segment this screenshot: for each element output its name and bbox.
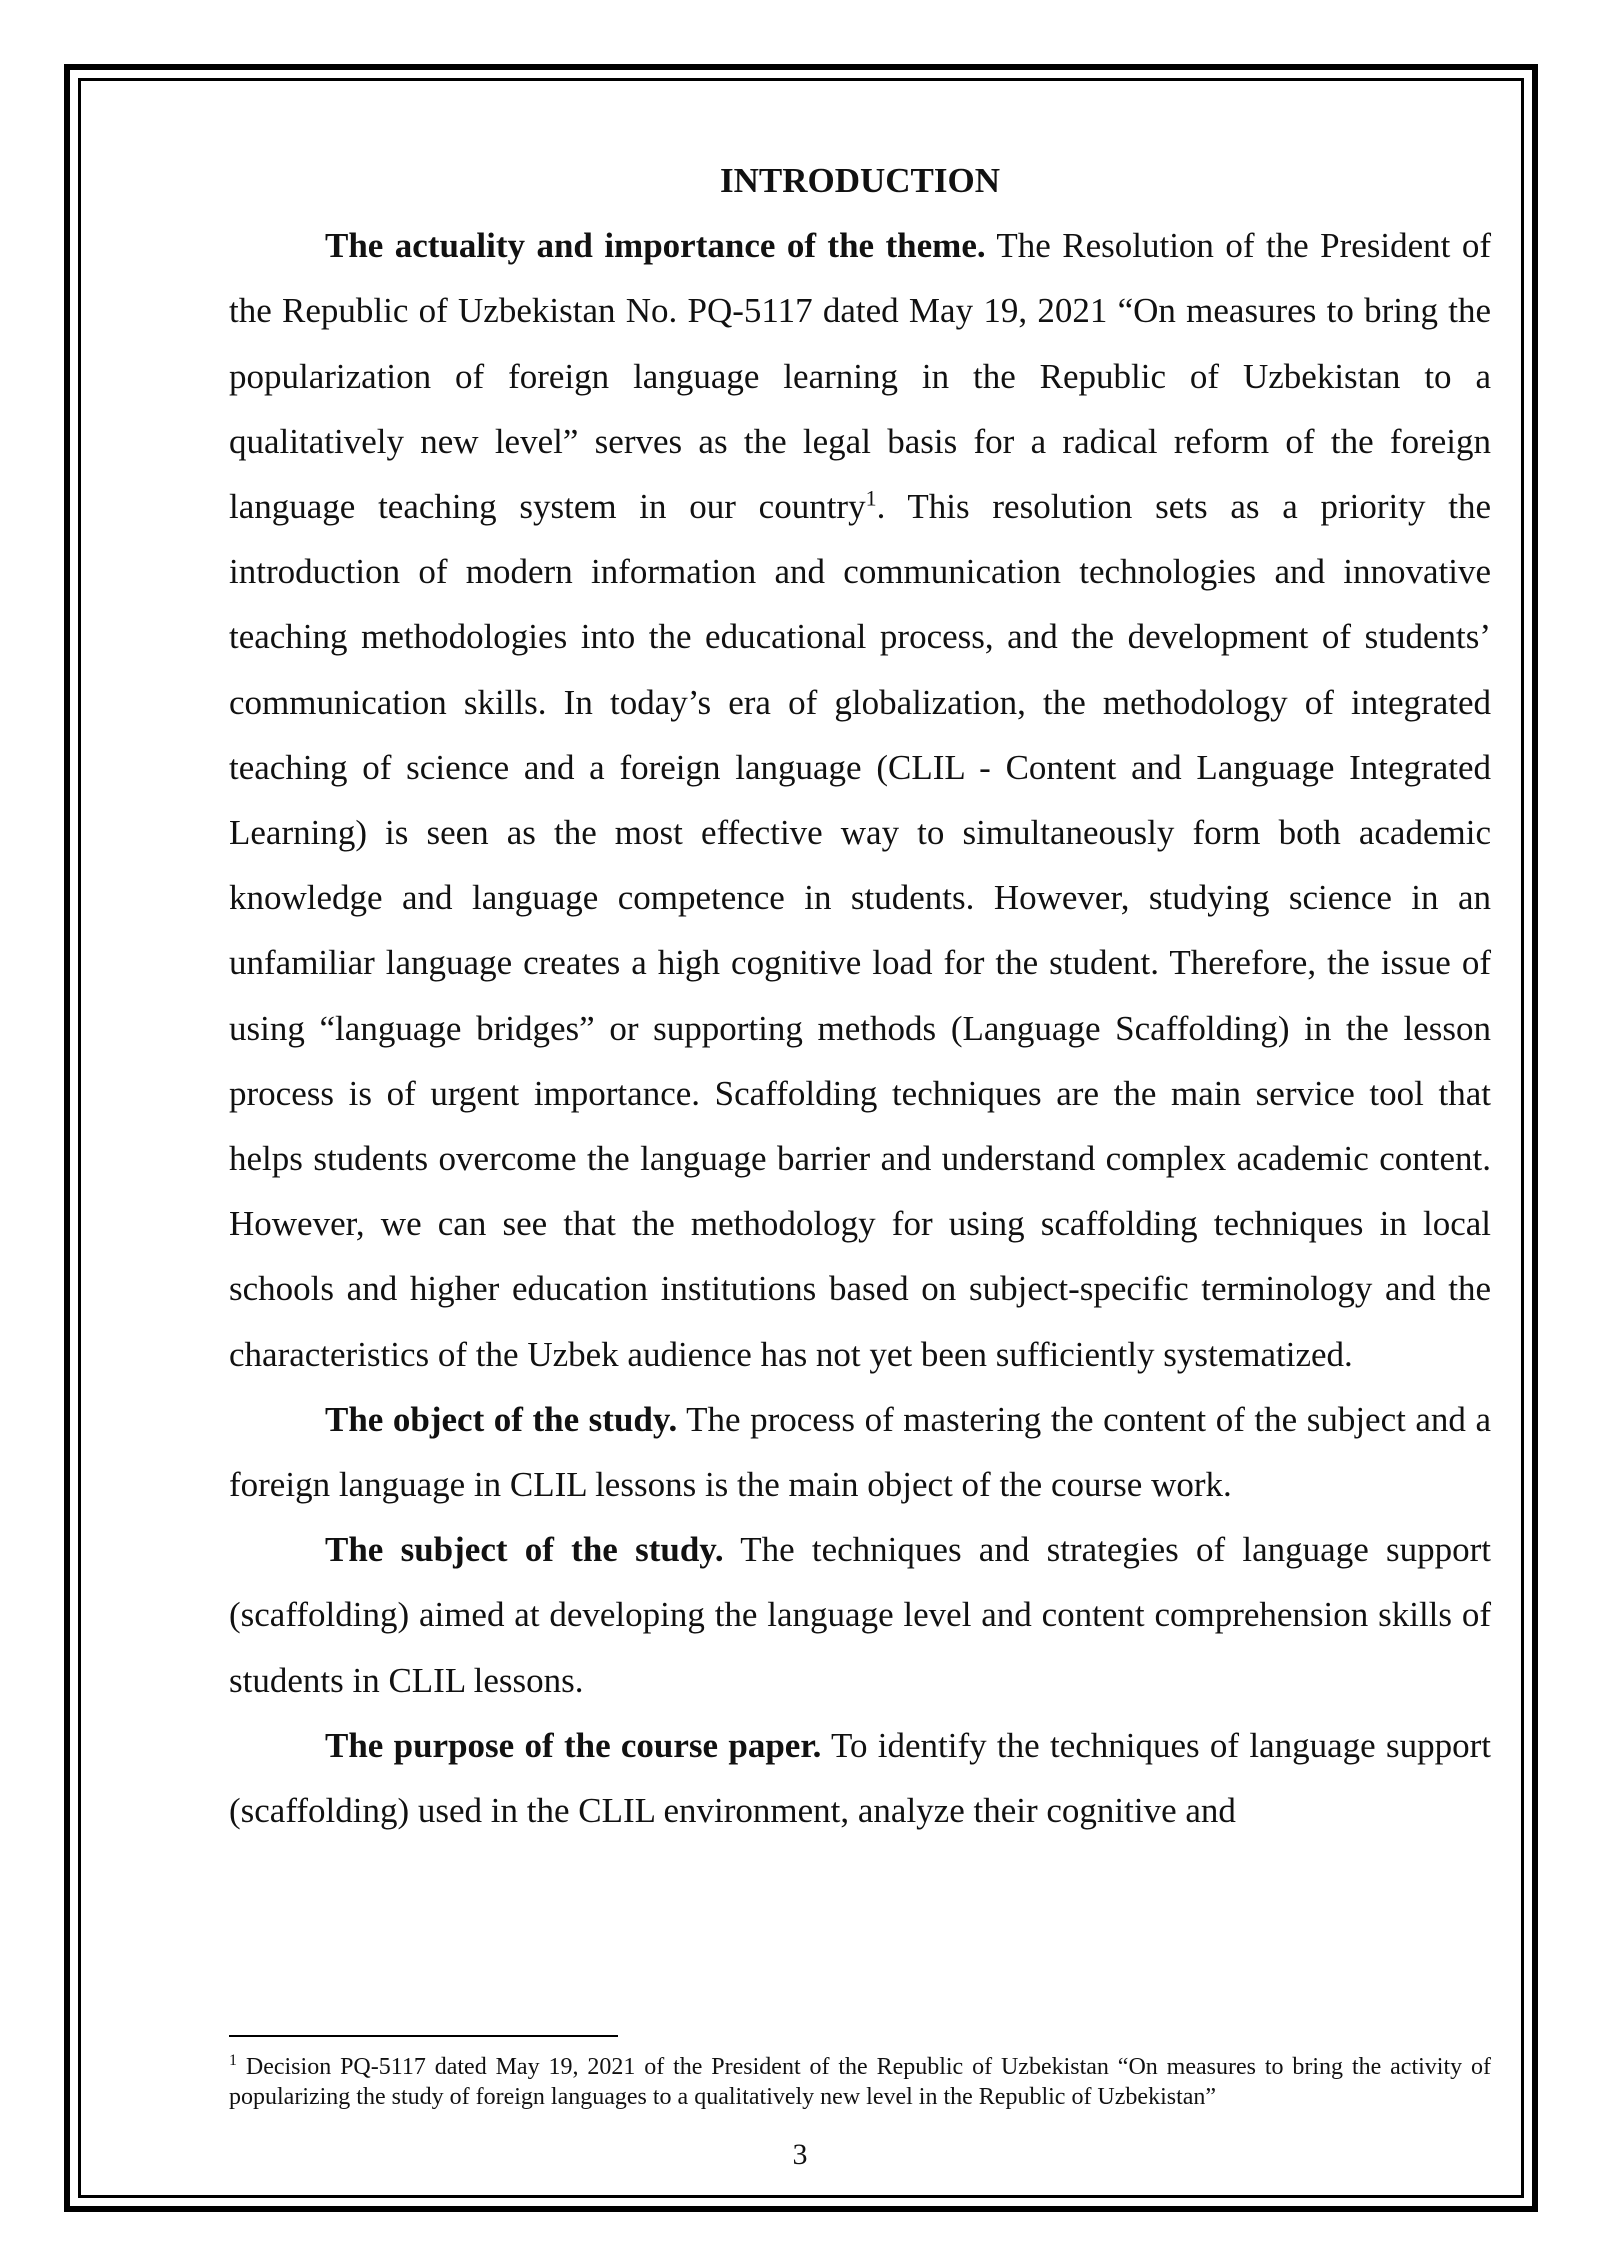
page-number: 3 [792, 2138, 808, 2171]
paragraph-lead: The purpose of the course paper. [325, 1725, 822, 1765]
footnote-reference[interactable]: 1 [865, 485, 877, 511]
footnote-separator [229, 2035, 618, 2037]
paragraph-lead: The actuality and importance of the theme. [325, 226, 986, 266]
footnote [229, 2052, 1491, 2112]
paragraph-text: The techniques and strategies of language support (scaffolding) aimed at developing the language level and content comprehension skills of students in CLIL lessons. [229, 1530, 1491, 1700]
paragraph-object [229, 1387, 1491, 1517]
paragraph-text: The process of mastering the content of the subject and a foreign language in CLIL lessons is the main object of the course work. [229, 1399, 1491, 1505]
paragraph-lead: The object of the study. [325, 1399, 678, 1439]
paragraph-text: To identify the techniques of language support (scaffolding) used in the CLIL environment, analyze their cognitive and [229, 1725, 1491, 1831]
paragraph-lead: The subject of the study. [325, 1530, 724, 1570]
paragraph-actuality [229, 213, 1491, 1387]
paragraph-subject [229, 1517, 1491, 1713]
document-body [229, 148, 1491, 1843]
paragraph-text: . This resolution sets as a priority the introduction of modern information and communication technologies and innovative teaching methodologies into the educational process, and the development of students’ communication skills. In today’s era of globalization, the methodology of integrated teaching of science and a foreign language (CLIL - Content and Language Integrated Learning) is seen as the most effective way to simultaneously form both academic knowledge and language competence in students. However, studying science in an unfamiliar language creates a high cognitive load for the student. Therefore, the issue of using “language bridges” or supporting methods (Language Scaffolding) in the lesson process is of urgent importance. Scaffolding techniques are the main service tool that helps students overcome the language barrier and understand complex academic content. However, we can see that the methodology for using scaffolding techniques in local schools and higher education institutions based on subject-specific terminology and the characteristics of the Uzbek audience has not yet been sufficiently systematized. [229, 487, 1491, 1374]
paragraph-text: The Resolution of the President of the Republic of Uzbekistan No. PQ-5117 dated May 19, 2021 “On measures to bring the popularization of foreign language learning in the Republic of Uzbekistan to a qualitatively new level” serves as the legal basis for a radical reform of the foreign language teaching system in our country [229, 226, 1491, 527]
paragraph-purpose [229, 1713, 1491, 1843]
footnote-text: Decision PQ-5117 dated May 19, 2021 of the President of the Republic of Uzbekistan “On measures to bring the activity of popularizing the study of foreign languages to a qualitatively new level in the Republic of Uzbekistan” [229, 2054, 1491, 2110]
footnote-marker: 1 [229, 2052, 237, 2069]
section-heading: INTRODUCTION [719, 161, 1001, 200]
